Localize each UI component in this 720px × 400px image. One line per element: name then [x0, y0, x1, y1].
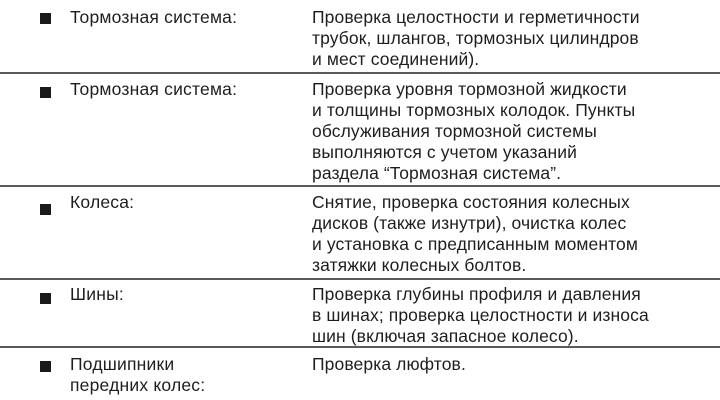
row-label: Тормозная система:	[70, 7, 238, 27]
row-description: Проверка глубины профиля и давления в шинах; проверка целостности и износа шин (включая запасное колесо).	[312, 284, 649, 346]
row-label: Подшипники передних колес:	[70, 354, 206, 395]
bullet-icon	[40, 87, 51, 98]
table-row	[0, 348, 720, 400]
row-description: Проверка уровня тормозной жидкости и толщины тормозных колодок. Пункты обслуживания тормозной системы выполняются с учетом указаний раздела “Тормозная система”.	[312, 79, 636, 183]
row-label: Тормозная система:	[70, 79, 238, 99]
table-row	[0, 280, 720, 345]
row-description: Проверка люфтов.	[312, 354, 466, 374]
bullet-icon	[40, 13, 51, 24]
row-description: Проверка целостности и герметичности трубок, шлангов, тормозных цилиндров и мест соединений).	[312, 7, 640, 69]
table-row	[0, 0, 720, 72]
table-row	[0, 187, 720, 277]
table-row	[0, 74, 720, 184]
bullet-icon	[40, 293, 51, 304]
row-label: Колеса:	[70, 192, 135, 212]
row-label: Шины:	[70, 284, 124, 304]
bullet-icon	[40, 361, 51, 372]
bullet-icon	[40, 204, 51, 215]
row-description: Снятие, проверка состояния колесных дисков (также изнутри), очистка колес и установка с предписанным моментом затяжки колесных болтов.	[312, 192, 639, 275]
